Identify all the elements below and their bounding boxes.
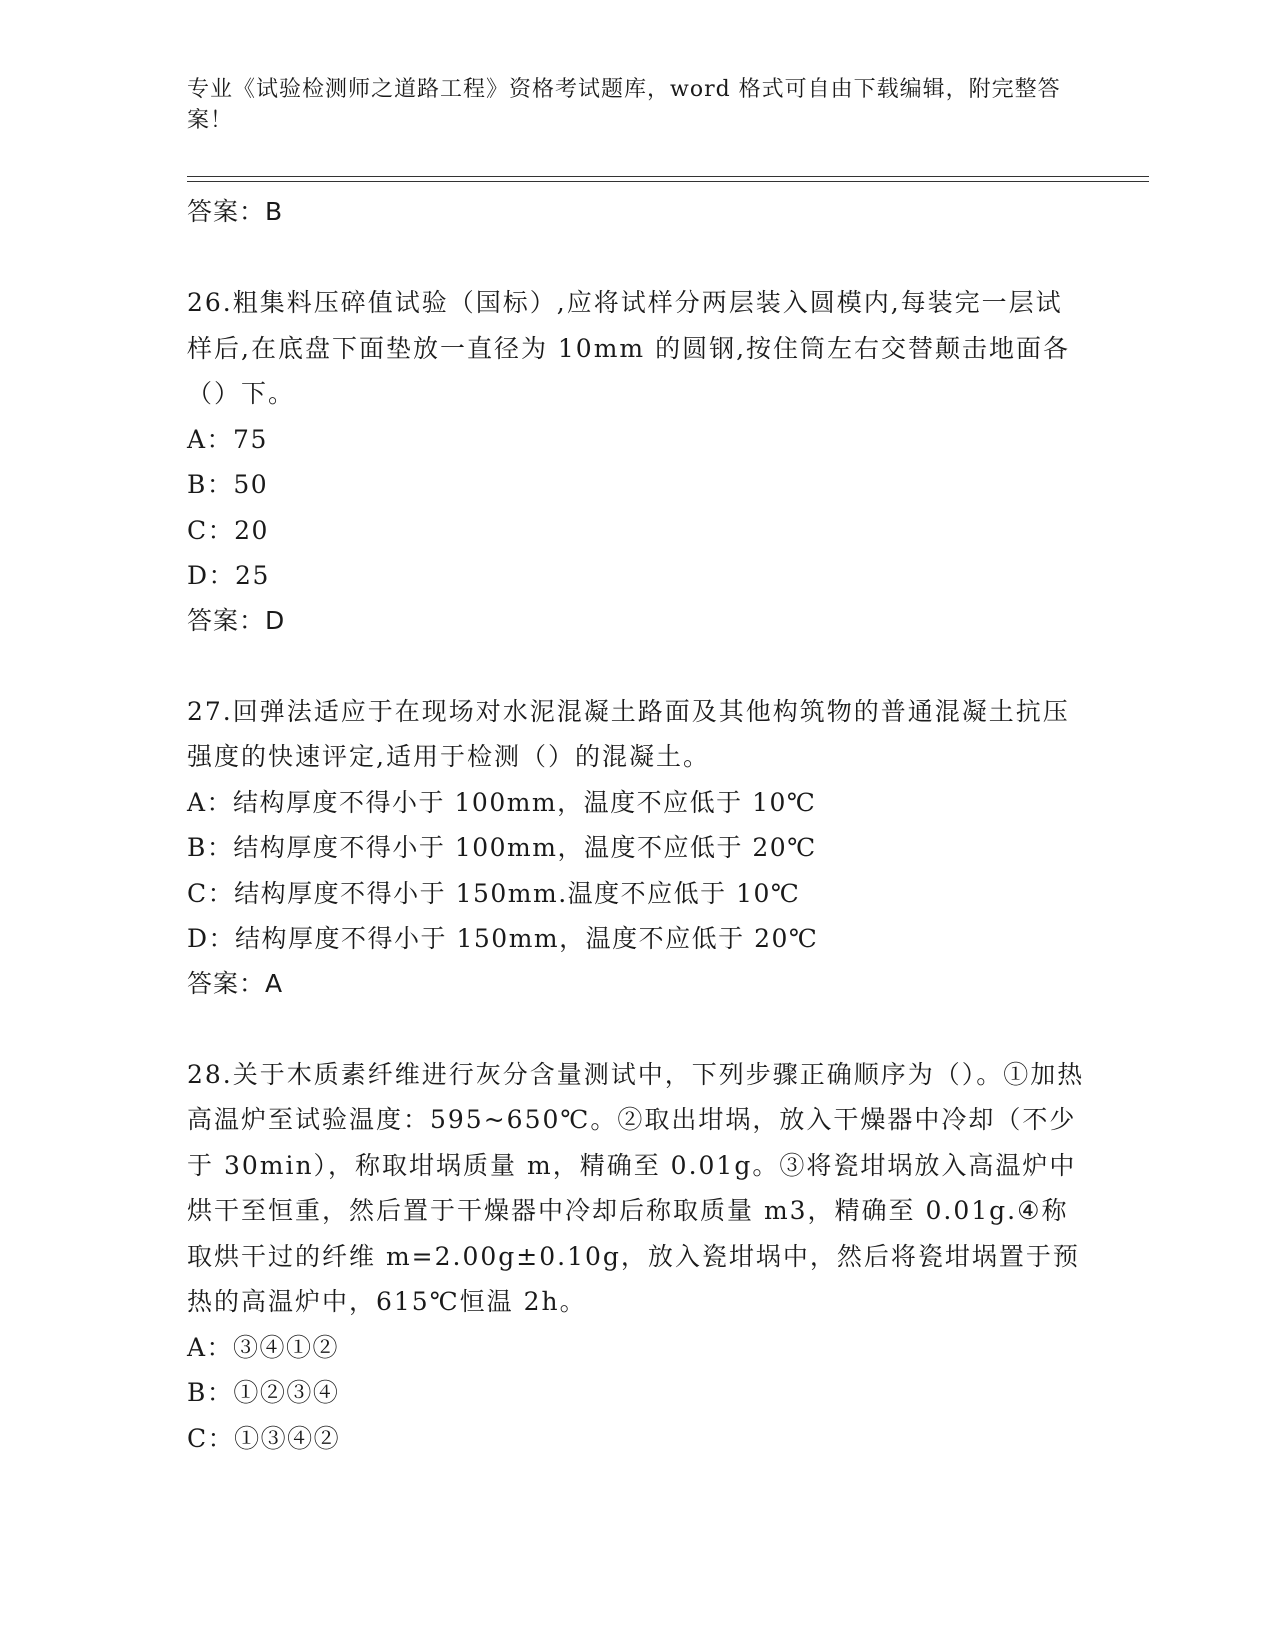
question-text: 27.回弹法适应于在现场对水泥混凝土路面及其他构筑物的普通混凝土抗压强度的快速评定,适用于检测（）的混凝土。 [187,696,1070,771]
question-text: 28.关于木质素纤维进行灰分含量测试中，下列步骤正确顺序为（）。①加热高温炉至试验温度：595~650℃。②取出坩埚，放入干燥器中冷却（不少于 30min），称取坩埚质量 m，精确至 0.01g。③将瓷坩埚放入高温炉中烘干至恒重，然后置于干燥器中冷却后称取质量 m3，精确至 0.01g.④称取烘干过的纤维 m=2.00g±0.10g，放入瓷坩埚中，然后将瓷坩埚置于预热的高温炉中，615℃恒温 2h。 [187,1059,1085,1316]
answer-line: 答案：A [187,968,284,998]
option-c: C：结构厚度不得小于 150mm.温度不应低于 10℃ [187,878,801,908]
header-rule-bottom [187,181,1149,182]
answer-line: 答案：B [187,197,284,226]
question-item [187,689,1087,1006]
header-rule-top [187,176,1149,177]
document-header: 专业《试验检测师之道路工程》资格考试题库，word 格式可自由下载编辑，附完整答案！ [187,77,1061,133]
question-item [187,1052,1087,1462]
option-c: C：①③④② [187,1423,341,1453]
answer-line: 答案：D [187,605,286,635]
option-a: A：③④①② [187,1332,340,1362]
option-d: D：结构厚度不得小于 150mm，温度不应低于 20℃ [187,924,819,953]
question-list [187,190,1087,1461]
option-b: B：50 [187,470,269,499]
option-d: D：25 [187,561,270,590]
question-text: 26.粗集料压碎值试验（国标）,应将试样分两层装入圆模内,每装完一层试样后,在底盘下面垫放一直径为 10mm 的圆钢,按住筒左右交替颠击地面各（）下。 [187,288,1071,408]
option-b: B：结构厚度不得小于 100mm，温度不应低于 20℃ [187,833,817,862]
option-a: A：结构厚度不得小于 100mm，温度不应低于 10℃ [187,787,817,817]
option-c: C：20 [187,515,269,545]
question-item [187,280,1087,643]
option-a: A：75 [187,424,268,454]
option-b: B：①②③④ [187,1378,340,1407]
